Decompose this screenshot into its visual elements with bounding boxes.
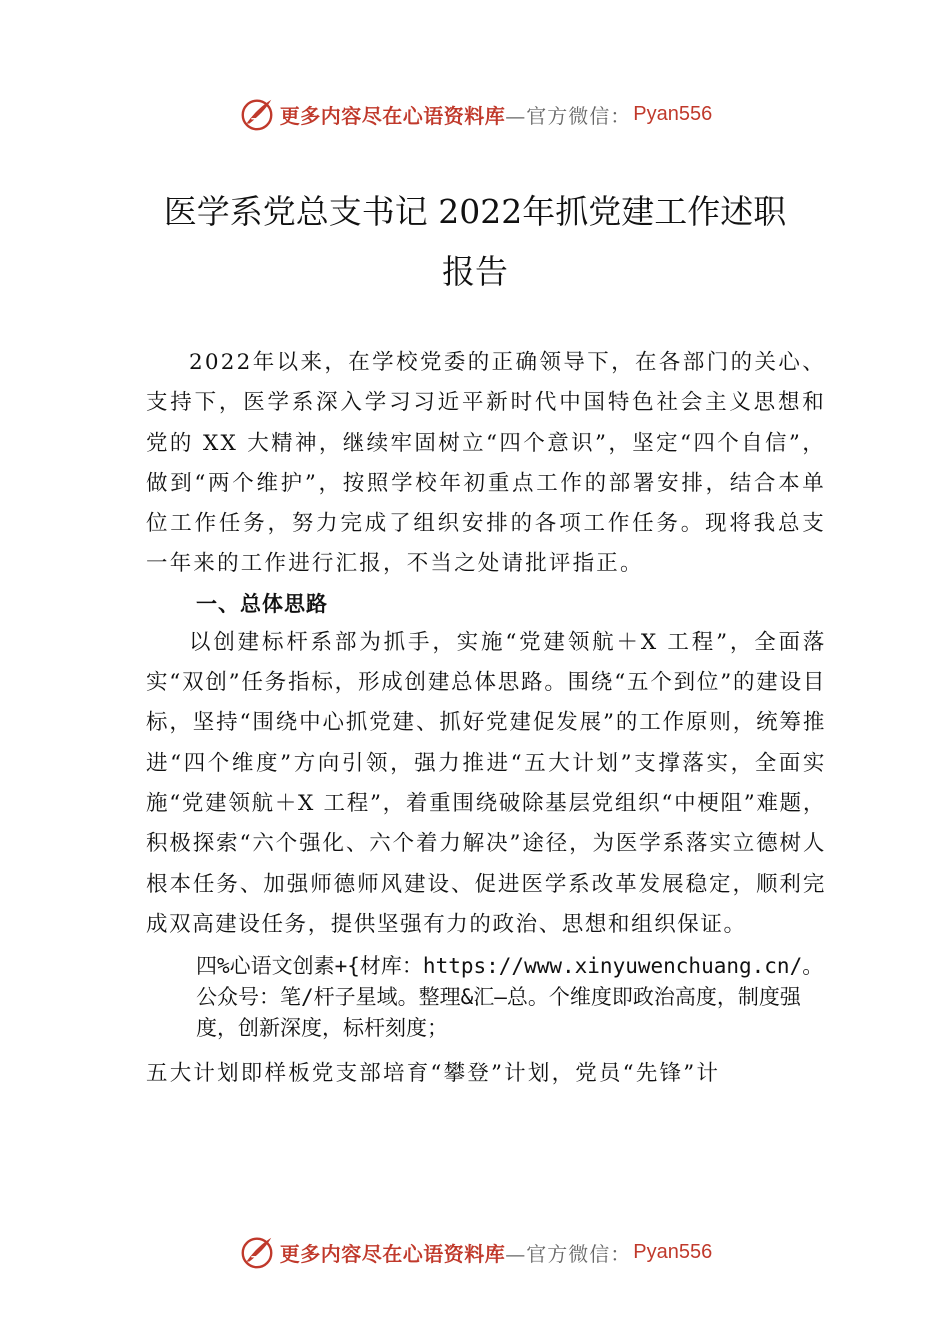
quill-logo-icon	[238, 95, 276, 133]
section-heading: 一、总体思路	[196, 591, 328, 616]
footer-separator: —官方微信：	[505, 1241, 632, 1266]
footer-banner	[0, 1230, 950, 1274]
document-body	[146, 343, 826, 1094]
section-paragraph: 以创建标杆系部为抓手，实施“党建领航＋X 工程”，全面落实“双创”任务指标，形成创建总体思路。围绕“五个到位”的建设目标，坚持“围绕中心抓党建、抓好党建促发展”的工作原则，统筹推进“四个维度”方向引领，强力推进“五大计划”支撑落实，全面实施“党建领航＋X 工程”，着重围绕破除基层党组织“中梗阻”难题，积极探索“六个强化、六个着力解决”途径，为医学系落实立德树人根本任务、加强师德师风建设、促进医学系改革发展稳定，顺利完成双高建设任务，提供坚强有力的政治、思想和组织保证。	[146, 629, 826, 937]
header-banner	[0, 92, 950, 136]
quill-logo-icon	[238, 1233, 276, 1271]
title-line-2: 报告	[442, 252, 508, 291]
footer-brand: 更多内容尽在心语资料库	[279, 1241, 506, 1266]
banner-separator: —官方微信：	[505, 103, 632, 128]
banner-wechat-id: Pyan556	[633, 102, 713, 125]
watermark-paragraph: 四%心语文创素+{材库：https://www.xinyuwenchuang.cn/。公众号：笔/杆子星域。整理&汇—总。个维度即政治高度，制度强度，创新深度，标杆刻度；	[196, 954, 824, 1041]
banner-brand: 更多内容尽在心语资料库	[279, 103, 506, 128]
title-line-1: 医学系党总支书记 2022年抓党建工作述职	[163, 192, 787, 231]
footer-wechat-id: Pyan556	[633, 1240, 713, 1263]
last-line: 五大计划即样板党支部培育“攀登”计划，党员“先锋”计	[146, 1061, 721, 1087]
intro-paragraph: 2022年以来，在学校党委的正确领导下，在各部门的关心、支持下，医学系深入学习习近平新时代中国特色社会主义思想和党的 XX 大精神，继续牢固树立“四个意识”，坚定“四个自信”，做到“两个维护”，按照学校年初重点工作的部署安排，结合本单位工作任务，努力完成了组织安排的各项工作任务。现将我总支一年来的工作进行汇报，不当之处请批评指正。	[146, 350, 826, 577]
document-title	[100, 182, 850, 302]
